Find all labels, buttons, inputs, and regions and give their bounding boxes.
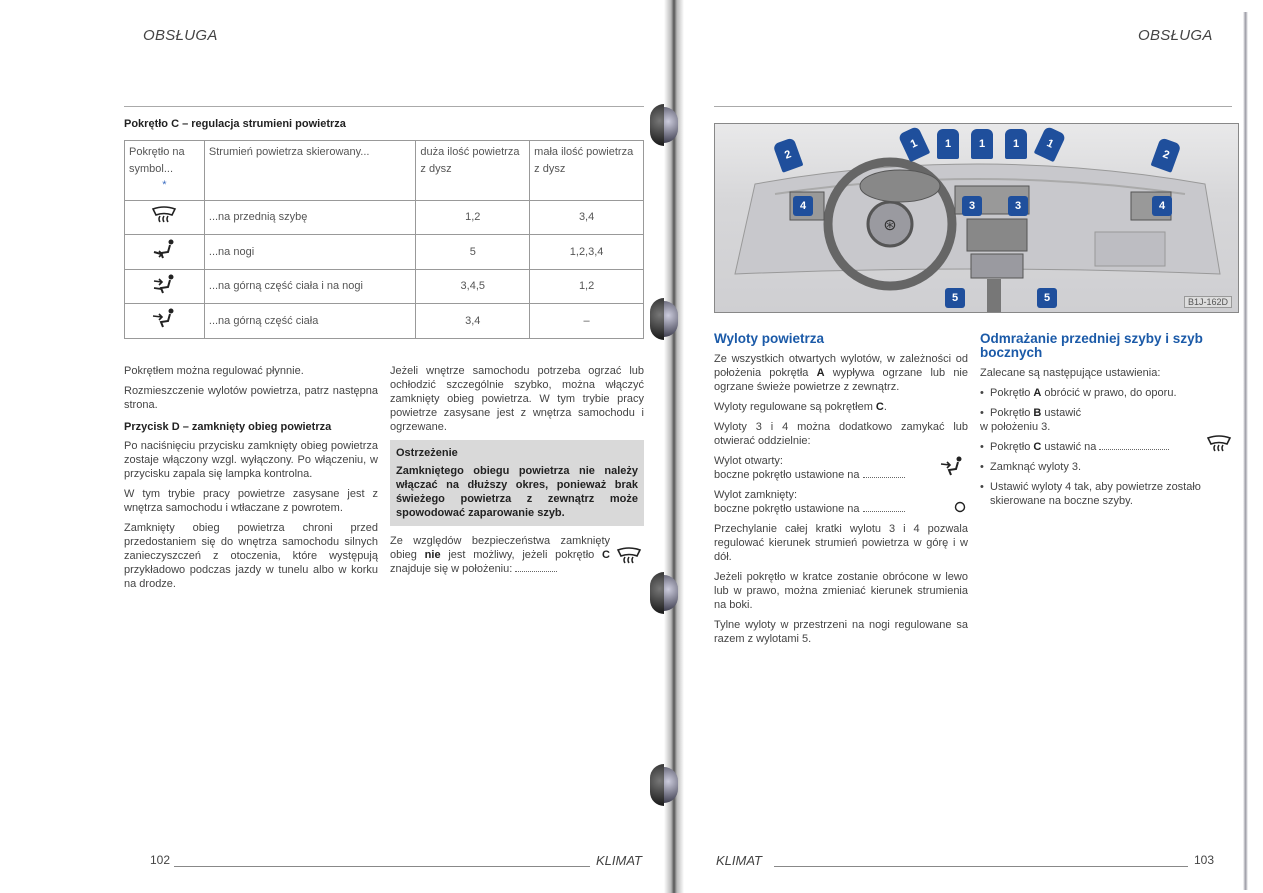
list-item <box>980 386 1234 400</box>
paragraph: W tym trybie pracy powietrze zasysane jest z wnętrza samochodu i wtłaczane z powrotem. <box>124 488 378 514</box>
vent-badge-4-right: 4 <box>1152 196 1172 216</box>
table-row <box>125 269 644 304</box>
paragraph <box>714 400 968 414</box>
left-page-number: 102 <box>150 853 171 867</box>
list-item <box>980 440 1234 454</box>
note-knob-letter: C <box>602 549 610 561</box>
vent-arrow-1: 1 <box>898 126 931 162</box>
left-footer-title: KLIMAT <box>596 853 642 868</box>
vent-badge-5: 5 <box>945 288 965 308</box>
paragraph: Przechylanie całej kratki wylotu 3 i 4 pozwala regulować kierunek strumień powietrza w górę i w dół. <box>714 523 968 563</box>
row-direction: ...na górną część ciała <box>204 304 416 339</box>
vent-badge-4-left: 4 <box>793 196 813 216</box>
list-item: • Ustawić wyloty 4 tak, aby powietrze zostało skierowane na boczne szyby. <box>980 480 1234 508</box>
feet-airflow-icon <box>125 235 205 270</box>
vent-arrow-1: 1 <box>1034 126 1067 162</box>
dashboard-photo <box>714 123 1239 313</box>
paragraph: Po naciśnięciu przycisku zamknięty obieg powietrza zostaje włączony wzgl. wyłączony. Po włączeniu, w przycisku zapala się lampka kontrolna. <box>124 440 378 480</box>
row-big: 3,4 <box>416 304 530 339</box>
knob-letter: C <box>1033 441 1042 453</box>
binder-ring <box>650 572 676 614</box>
setting-label: Wylot otwarty: <box>714 455 783 467</box>
col-header-small: mała ilość powietrza z dysz <box>530 141 644 201</box>
col-header-big: duża ilość powietrza z dysz <box>416 141 530 201</box>
warning-box <box>390 440 644 526</box>
dot-leader <box>863 511 905 512</box>
setting-text: boczne pokrętło ustawione na <box>714 469 860 481</box>
text: wypływa ogrzane lub nie ogrzane świeże powietrze z zewnątrz. <box>714 367 968 393</box>
list-item: • Zamknąć wyloty 3. <box>980 460 1234 474</box>
binder-ring <box>650 764 676 806</box>
airflow-table <box>124 140 644 339</box>
knob-letter: C <box>875 401 884 413</box>
setting-text: boczne pokrętło ustawione na <box>714 503 860 515</box>
note-text: Ze względów bezpieczeństwa zamknięty obieg <box>390 535 610 561</box>
right-column-a <box>714 332 968 652</box>
paragraph: Jeżeli pokrętło w kratce zostanie obrócone w lewo lub w prawo, można zmieniać kierunek strumienia na boki. <box>714 571 968 611</box>
windshield-defrost-icon <box>1206 434 1232 458</box>
dot-leader <box>1099 449 1169 450</box>
right-footer-title: KLIMAT <box>716 853 762 868</box>
upper-body-airflow-icon <box>938 454 966 482</box>
text: w położeniu 3. <box>980 421 1051 433</box>
list-item <box>980 406 1234 434</box>
defrost-title: Odmrażanie przedniej szyby i szyb bocznych <box>980 331 1203 360</box>
photo-code: B1J-162D <box>1184 296 1232 308</box>
note-text: jest możliwy, jeżeli pokrętło <box>440 549 603 561</box>
binder-ring <box>650 104 676 146</box>
knob-letter: B <box>1033 407 1042 419</box>
table-row <box>125 235 644 270</box>
text: ustawić <box>1041 407 1082 419</box>
vent-arrow-1: 1 <box>937 129 959 159</box>
vents-title: Wyloty powietrza <box>714 331 825 346</box>
setting-label: Wylot zamknięty: <box>714 489 798 501</box>
dot-leader <box>515 571 557 572</box>
table-row <box>125 201 644 235</box>
text: Wyloty regulowane są pokrętłem <box>714 401 876 413</box>
paragraph: Wyloty 3 i 4 można dodatkowo zamykać lub otwierać oddzielnie: <box>714 421 968 447</box>
right-footer-rule <box>774 866 1188 867</box>
table-row <box>125 304 644 339</box>
vent-arrow-1: 1 <box>1005 129 1027 159</box>
table-header-row <box>125 141 644 201</box>
defrost-steps <box>980 386 1234 508</box>
binder-ring <box>650 298 676 340</box>
paragraph: Jeżeli wnętrze samochodu potrzeba ogrzać lub ochłodzić szczególnie szybko, można włączyć zamknięty obieg powietrza. W tym trybie pracy powietrze zasysane jest z wnętrza samochodu i ogrzewane. <box>390 365 644 433</box>
paragraph: Rozmieszczenie wylotów powietrza, patrz następna strona. <box>124 385 378 411</box>
text: obrócić w prawo, do oporu. <box>1041 387 1177 399</box>
row-small: 1,2 <box>530 269 644 304</box>
row-small: 1,2,3,4 <box>530 235 644 270</box>
vent-arrow-1: 1 <box>971 129 993 159</box>
col-header-knob-text: Pokrętło na symbol... <box>129 146 185 175</box>
left-column-b <box>390 364 644 582</box>
section-heading: Przycisk D – zamknięty obieg powietrza <box>124 421 332 433</box>
vent-badge-3: 3 <box>962 196 982 216</box>
left-header-rule <box>124 106 644 107</box>
right-header-rule <box>714 106 1232 107</box>
row-direction: ...na przednią szybę <box>204 201 416 235</box>
row-small: 3,4 <box>530 201 644 235</box>
right-page-number: 103 <box>1194 853 1215 867</box>
paragraph: Pokrętłem można regulować płynnie. <box>124 365 304 377</box>
paragraph: Tylne wyloty w przestrzeni na nogi regulowane sa razem z wylotami 5. <box>714 619 968 645</box>
col-header-direction: Strumień powietrza skierowany... <box>204 141 416 201</box>
left-column-a <box>124 364 378 597</box>
page-edge-bar <box>1243 12 1248 890</box>
svg-text:⊛: ⊛ <box>883 215 897 234</box>
text: Pokrętło <box>990 407 1034 419</box>
row-direction: ...na nogi <box>204 235 416 270</box>
text: ustawić na <box>1041 441 1097 453</box>
right-header: OBSŁUGA <box>1138 27 1213 44</box>
right-column-b <box>980 332 1234 514</box>
dot-leader <box>863 477 905 478</box>
knob-letter: A <box>816 367 825 379</box>
upper-body-feet-airflow-icon <box>125 269 205 304</box>
text: . <box>883 401 887 413</box>
col-header-mark: * <box>162 179 167 191</box>
warning-body: Zamkniętego obiegu powietrza nie należy włączać na dłuższy okres, ponieważ brak świeżego powietrza z zewnątrz może spowodować zaparowanie szyb. <box>396 465 638 519</box>
upper-body-airflow-icon <box>125 304 205 339</box>
recirculation-note <box>390 534 644 576</box>
paragraph <box>714 352 968 394</box>
row-big: 5 <box>416 235 530 270</box>
vent-arrow-2-left: 2 <box>773 137 804 173</box>
closed-circle-icon <box>954 501 966 517</box>
paragraph: Zamknięty obieg powietrza chroni przed przedostaniem się do wnętrza samochodu silnych zanieczyszczeń z otoczenia, które występują przykładowo podczas jazdy w tunelu albo w korku na drodze. <box>124 522 378 590</box>
col-header-knob <box>125 141 205 201</box>
text: Pokrętło <box>990 387 1034 399</box>
paragraph: Zalecane są następujące ustawienia: <box>980 367 1161 379</box>
row-big: 3,4,5 <box>416 269 530 304</box>
note-text: znajduje się w położeniu: <box>390 563 513 575</box>
vent-badge-5: 5 <box>1037 288 1057 308</box>
windshield-defrost-icon <box>125 201 205 235</box>
knob-letter: A <box>1033 387 1042 399</box>
text: Pokrętło <box>990 441 1034 453</box>
vent-open-setting <box>714 454 968 482</box>
row-big: 1,2 <box>416 201 530 235</box>
note-bold: nie <box>424 549 441 561</box>
text: Ze wszystkich otwartych wylotów, w zależności od położenia pokrętła <box>714 353 968 379</box>
warning-title: Ostrzeżenie <box>396 447 458 459</box>
vent-arrow-2-right: 2 <box>1151 137 1182 173</box>
vent-badge-3: 3 <box>1008 196 1028 216</box>
vent-closed-setting <box>714 488 968 516</box>
left-header: OBSŁUGA <box>143 27 218 44</box>
row-direction: ...na górną część ciała i na nogi <box>204 269 416 304</box>
table-title: Pokrętło C – regulacja strumieni powietrza <box>124 118 346 130</box>
windshield-defrost-icon <box>616 546 642 570</box>
row-small: – <box>530 304 644 339</box>
left-footer-rule <box>174 866 590 867</box>
